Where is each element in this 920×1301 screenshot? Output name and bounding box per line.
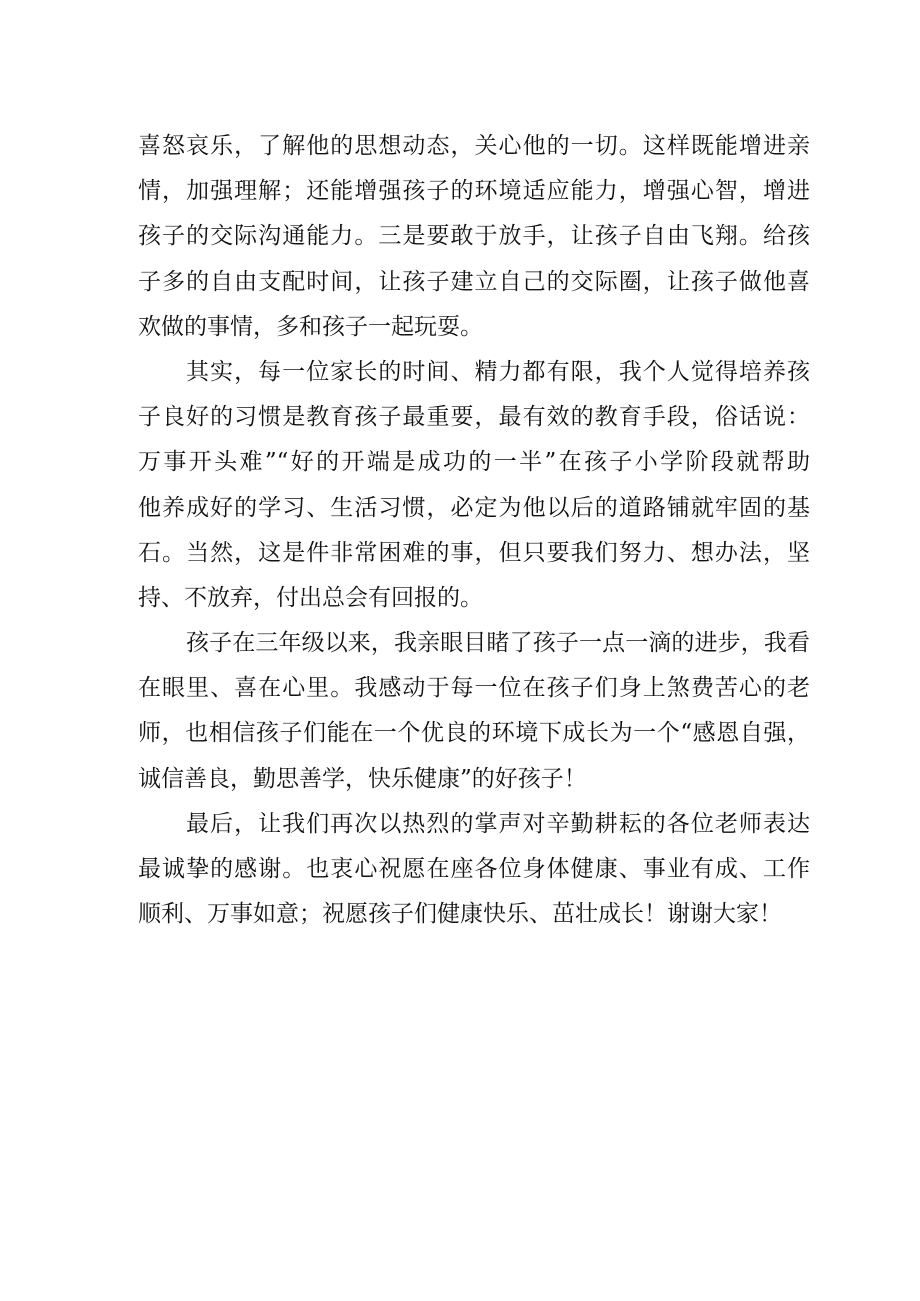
- paragraph-line: 诚信善良，勤思善学，快乐健康”的好孩子！: [138, 765, 587, 792]
- paragraph-line: 万事开头难”“好的开端是成功的一半”在孩子小学阶段就帮助: [138, 449, 810, 476]
- paragraph-line: 喜怒哀乐，了解他的思想动态，关心他的一切。这样既能增进亲: [138, 133, 810, 159]
- paragraph-line: 师，也相信孩子们能在一个优良的环境下成长为一个“感恩自强，: [138, 720, 810, 747]
- paragraph-line: 石。当然，这是件非常困难的事，但只要我们努力、想办法，坚: [138, 539, 810, 566]
- paragraph-line: 他养成好的学习、生活习惯，必定为他以后的道路铺就牢固的基: [138, 494, 810, 521]
- paragraph-line: 在眼里、喜在心里。我感动于每一位在孩子们身上煞费苦心的老: [138, 675, 810, 702]
- paragraph-2: [138, 350, 810, 621]
- paragraph-line: 情，加强理解；还能增强孩子的环境适应能力，增强心智，增进: [138, 178, 810, 205]
- paragraph-4: [138, 802, 810, 938]
- document-body: [138, 124, 810, 937]
- paragraph-line: 欢做的事情，多和孩子一起玩耍。: [138, 313, 483, 340]
- paragraph-line: 孩子在三年级以来，我亲眼目睹了孩子一点一滴的进步，我看: [186, 630, 810, 657]
- paragraph-line: 最后，让我们再次以热烈的掌声对辛勤耕耘的各位老师表达: [186, 810, 810, 837]
- paragraph-line: 持、不放弃，付出总会有回报的。: [138, 584, 483, 611]
- paragraph-line: 其实，每一位家长的时间、精力都有限，我个人觉得培养孩: [186, 358, 810, 385]
- paragraph-line: 子多的自由支配时间，让孩子建立自己的交际圈，让孩子做他喜: [138, 268, 810, 295]
- paragraph-3: [138, 621, 810, 802]
- paragraph-line: 子良好的习惯是教育孩子最重要，最有效的教育手段，俗话说：: [138, 404, 810, 431]
- paragraph-1: [138, 124, 810, 350]
- paragraph-line: 顺利、万事如意；祝愿孩子们健康快乐、茁壮成长！谢谢大家！: [138, 901, 782, 928]
- paragraph-line: 最诚挚的感谢。也衷心祝愿在座各位身体健康、事业有成、工作: [138, 856, 810, 882]
- paragraph-line: 孩子的交际沟通能力。三是要敢于放手，让孩子自由飞翔。给孩: [138, 223, 810, 250]
